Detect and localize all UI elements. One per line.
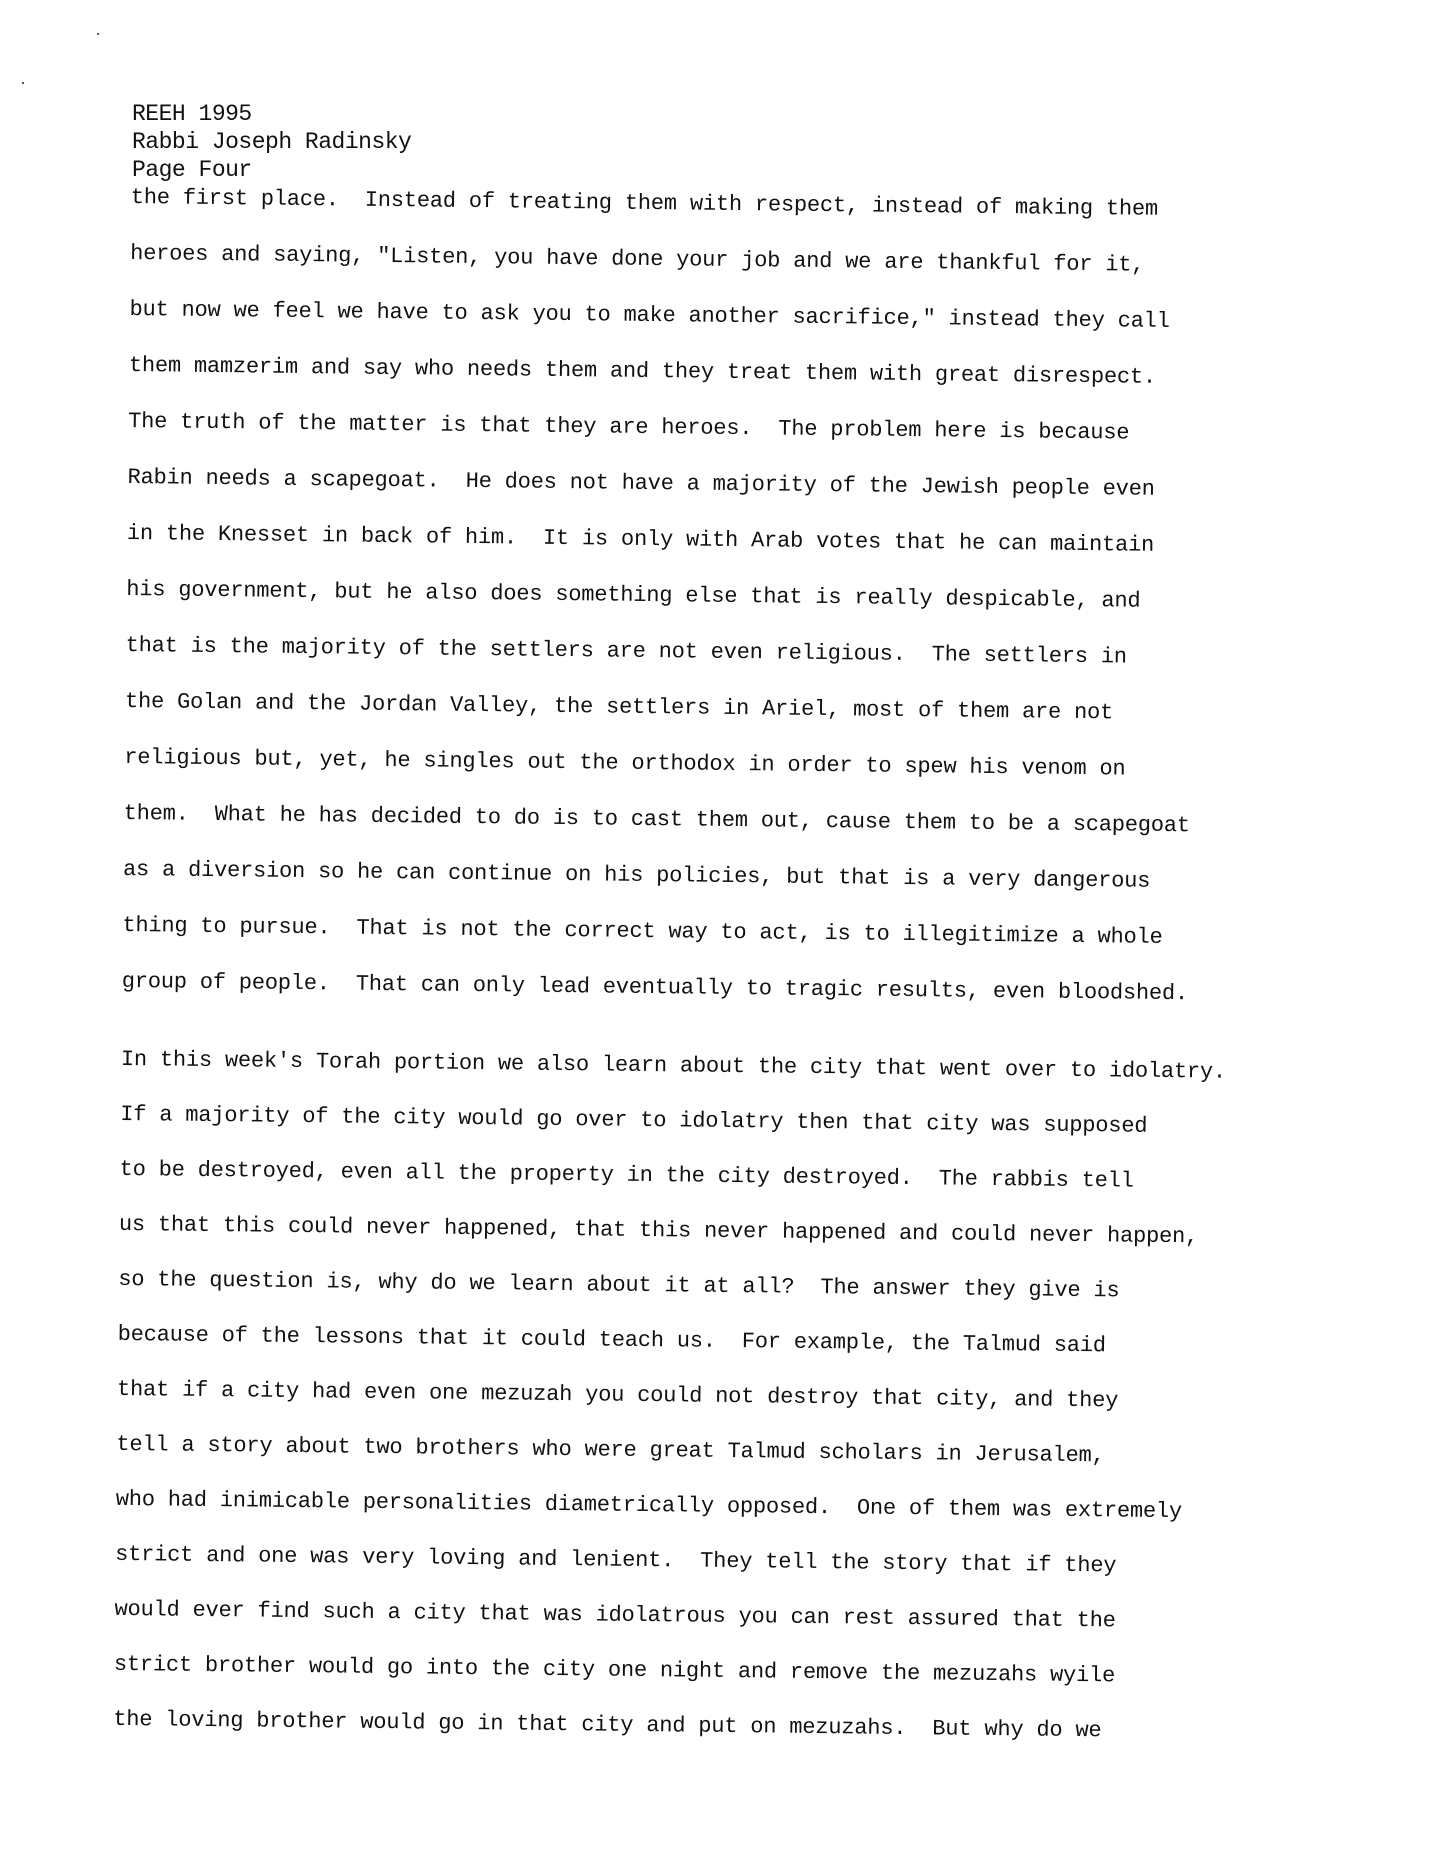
scan-speck (97, 33, 99, 35)
text-line: as a diversion so he can continue on his policies, but that is a very dangerous (122, 856, 1151, 894)
page-label: Page Four (132, 157, 252, 183)
text-line: tell a story about two brothers who were great Talmud scholars in Jerusalem, (116, 1431, 1105, 1469)
text-line: his government, but he also does something else that is really despicable, and (126, 576, 1141, 614)
text-line: them mamzerim and say who needs them and they treat them with great disrespect. (128, 352, 1157, 390)
text-line: so the question is, why do we learn about it at all? The answer they give is (118, 1266, 1120, 1304)
text-line: to be destroyed, even all the property in the city destroyed. The rabbis tell (119, 1156, 1134, 1194)
text-line: the Golan and the Jordan Valley, the settlers in Ariel, most of them are not (124, 688, 1114, 726)
text-line: them. What he has decided to do is to cast them out, cause them to be a scapegoat (123, 800, 1190, 839)
text-line: heroes and saying, "Listen, you have done your job and we are thankful for it, (130, 240, 1145, 278)
document-header (132, 100, 411, 184)
text-line: would ever find such a city that was idolatrous you can rest assured that the (114, 1596, 1116, 1634)
paragraph (113, 1044, 1226, 1772)
paragraph (121, 182, 1236, 1035)
text-line: who had inimicable personalities diametrically opposed. One of them was extremely (115, 1486, 1183, 1525)
document-author: Rabbi Joseph Radinsky (132, 129, 412, 155)
text-line: The truth of the matter is that they are heroes. The problem here is because (128, 408, 1130, 446)
text-line: that is the majority of the settlers are not even religious. The settlers in (125, 632, 1127, 670)
text-line: strict and one was very loving and lenient. They tell the story that if they (115, 1541, 1117, 1579)
text-line: in the Knesset in back of him. It is only with Arab votes that he can maintain (126, 520, 1155, 558)
text-line: group of people. That can only lead eventually to tragic results, even bloodshed. (121, 968, 1189, 1007)
text-line: us that this could never happened, that this never happened and could never happen, (118, 1211, 1199, 1250)
document-title: REEH 1995 (132, 101, 252, 127)
text-line: If a majority of the city would go over to idolatry then that city was supposed (120, 1101, 1148, 1139)
document-body (113, 182, 1237, 1794)
text-line: the first place. Instead of treating them with respect, instead of making them (130, 184, 1159, 222)
text-line: that if a city had even one mezuzah you could not destroy that city, and they (116, 1376, 1119, 1414)
text-line: religious but, yet, he singles out the orthodox in order to spew his venom on (124, 744, 1126, 782)
text-line: Rabin needs a scapegoat. He does not have a majority of the Jewish people even (127, 464, 1155, 502)
text-line: In this week's Torah portion we also learn about the city that went over to idolatry. (120, 1046, 1227, 1085)
text-line: thing to pursue. That is not the correct way to act, is to illegitimize a whole (122, 912, 1163, 950)
text-line: but now we feel we have to ask you to make another sacrifice," instead they call (129, 296, 1170, 334)
scan-speck (22, 82, 24, 84)
text-line: because of the lessons that it could teach us. For example, the Talmud said (117, 1321, 1106, 1359)
text-line: the loving brother would go in that city and put on mezuzahs. But why do we (113, 1706, 1102, 1744)
text-line: strict brother would go into the city one night and remove the mezuzahs wyile (113, 1651, 1116, 1689)
